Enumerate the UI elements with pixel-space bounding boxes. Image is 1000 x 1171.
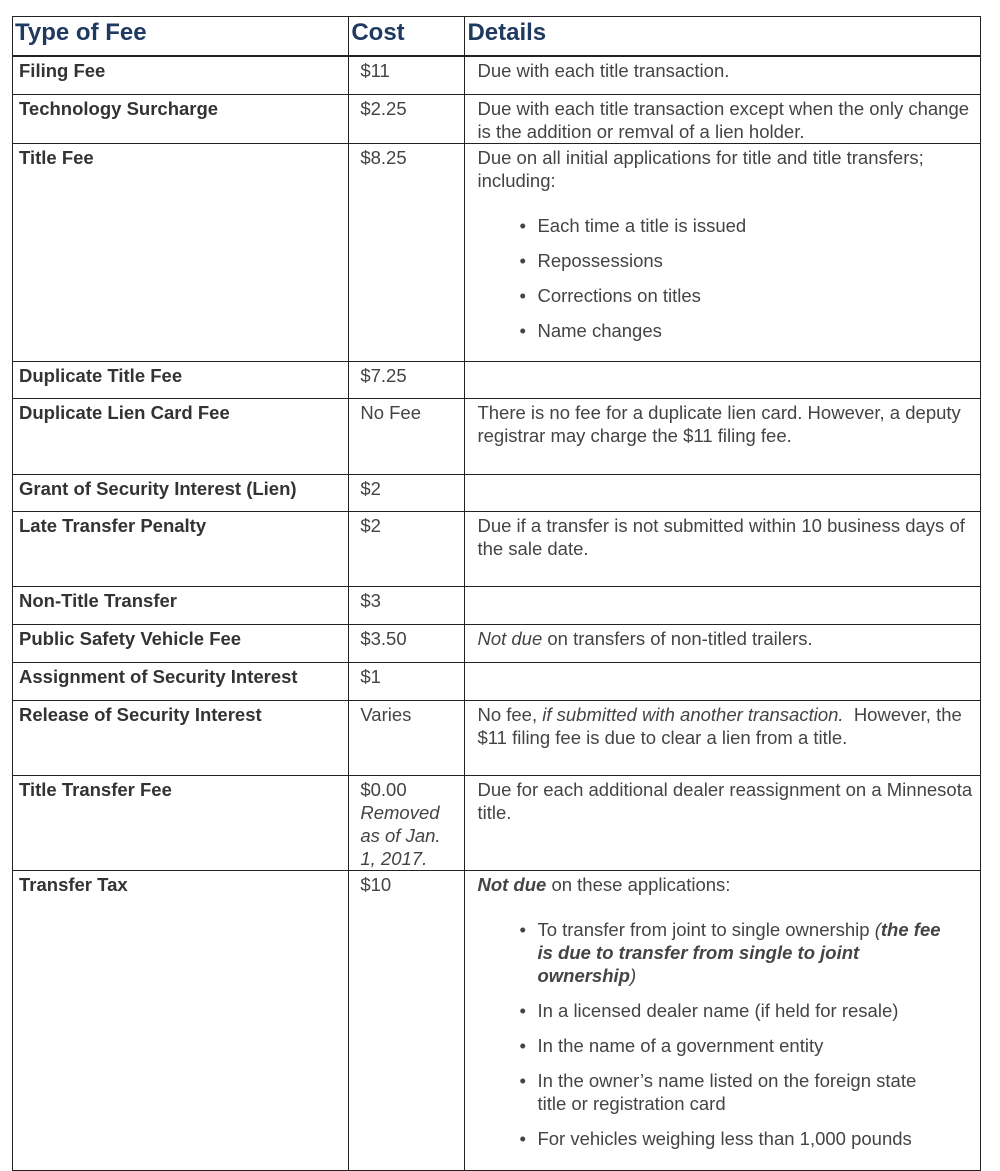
- list-item: • For vehicles weighing less than 1,000 pounds: [537, 1127, 944, 1150]
- fee-details-text: No fee,: [477, 703, 543, 725]
- fee-name: Duplicate Lien Card Fee: [13, 398, 349, 474]
- list-item: • To transfer from joint to single ownership (the fee is due to transfer from single to joint ownership): [537, 918, 944, 987]
- fee-cost: [349, 775, 465, 870]
- fee-details-italic: if submitted with another transaction.: [542, 703, 844, 725]
- fee-name: Filing Fee: [13, 56, 349, 94]
- fee-cost: Varies: [349, 700, 465, 775]
- fee-cost: $1: [349, 662, 465, 700]
- fee-cost: $2.25: [349, 94, 465, 143]
- header-details: Details: [465, 17, 981, 57]
- fee-details: Due with each title transaction except when the only change is the addition or remval of a lien holder.: [465, 94, 981, 143]
- fee-cost: $3: [349, 586, 465, 624]
- table-row: [13, 361, 981, 398]
- fee-cost: $7.25: [349, 361, 465, 398]
- table-row: [13, 56, 981, 94]
- fee-name: Release of Security Interest: [13, 700, 349, 775]
- table-row: [13, 474, 981, 511]
- fee-details: [465, 586, 981, 624]
- fee-cost-value: $0.00: [360, 778, 407, 800]
- bullet-list: [477, 214, 980, 342]
- fee-cost: $3.50: [349, 624, 465, 662]
- fee-name: Transfer Tax: [13, 870, 349, 1170]
- fee-table: [12, 16, 981, 1171]
- fee-details-text: on transfers of non-titled trailers.: [542, 627, 813, 649]
- fee-details: [465, 662, 981, 700]
- fee-cost: $2: [349, 511, 465, 586]
- list-item: • In the name of a government entity: [537, 1034, 944, 1057]
- fee-details: [465, 870, 981, 1170]
- table-row: [13, 586, 981, 624]
- table-row: [13, 624, 981, 662]
- list-item: • Each time a title is issued: [537, 214, 980, 237]
- fee-name: Non-Title Transfer: [13, 586, 349, 624]
- fee-name: Title Transfer Fee: [13, 775, 349, 870]
- fee-details: [465, 143, 981, 361]
- not-due-label: Not due: [477, 627, 543, 649]
- list-item: • Name changes: [537, 319, 980, 342]
- table-row: [13, 94, 981, 143]
- table-row: [13, 143, 981, 361]
- fee-details: [465, 361, 981, 398]
- fee-details-text: However, the $11 filing fee is due to clear a lien from a title.: [477, 703, 967, 748]
- fee-cost: $10: [349, 870, 465, 1170]
- fee-details-text: Due on all initial applications for title and title transfers; including:: [477, 146, 924, 191]
- fee-name: Assignment of Security Interest: [13, 662, 349, 700]
- table-row: [13, 700, 981, 775]
- table-row: [13, 662, 981, 700]
- fee-name: Public Safety Vehicle Fee: [13, 624, 349, 662]
- table-row: [13, 870, 981, 1170]
- fee-details: Due if a transfer is not submitted within 10 business days of the sale date.: [465, 511, 981, 586]
- table-row: [13, 511, 981, 586]
- table-row: [13, 398, 981, 474]
- list-item: • In a licensed dealer name (if held for resale): [537, 999, 944, 1022]
- fee-name: Late Transfer Penalty: [13, 511, 349, 586]
- fee-cost: $8.25: [349, 143, 465, 361]
- header-type: Type of Fee: [13, 17, 349, 57]
- not-due-label: Not due: [477, 873, 547, 895]
- fee-details: Due with each title transaction.: [465, 56, 981, 94]
- table-header-row: [13, 17, 981, 57]
- fee-details-text: on these applications:: [546, 873, 731, 895]
- list-item: • Corrections on titles: [537, 284, 980, 307]
- list-item: • Repossessions: [537, 249, 980, 272]
- fee-cost: $2: [349, 474, 465, 511]
- fee-name: Technology Surcharge: [13, 94, 349, 143]
- fee-name: Duplicate Title Fee: [13, 361, 349, 398]
- table-row: [13, 775, 981, 870]
- header-cost: Cost: [349, 17, 465, 57]
- fee-name: Grant of Security Interest (Lien): [13, 474, 349, 511]
- fee-cost-note: Removed as of Jan. 1, 2017.: [360, 801, 441, 869]
- fee-details: There is no fee for a duplicate lien card. However, a deputy registrar may charge the $11 filing fee.: [465, 398, 981, 474]
- fee-name: Title Fee: [13, 143, 349, 361]
- list-item: • In the owner’s name listed on the foreign state title or registration card: [537, 1069, 944, 1115]
- bullet-list: [477, 918, 980, 1150]
- fee-details: Due for each additional dealer reassignment on a Minnesota title.: [465, 775, 981, 870]
- fee-cost: $11: [349, 56, 465, 94]
- fee-details: [465, 700, 981, 775]
- fee-details: [465, 474, 981, 511]
- fee-cost: No Fee: [349, 398, 465, 474]
- fee-details: [465, 624, 981, 662]
